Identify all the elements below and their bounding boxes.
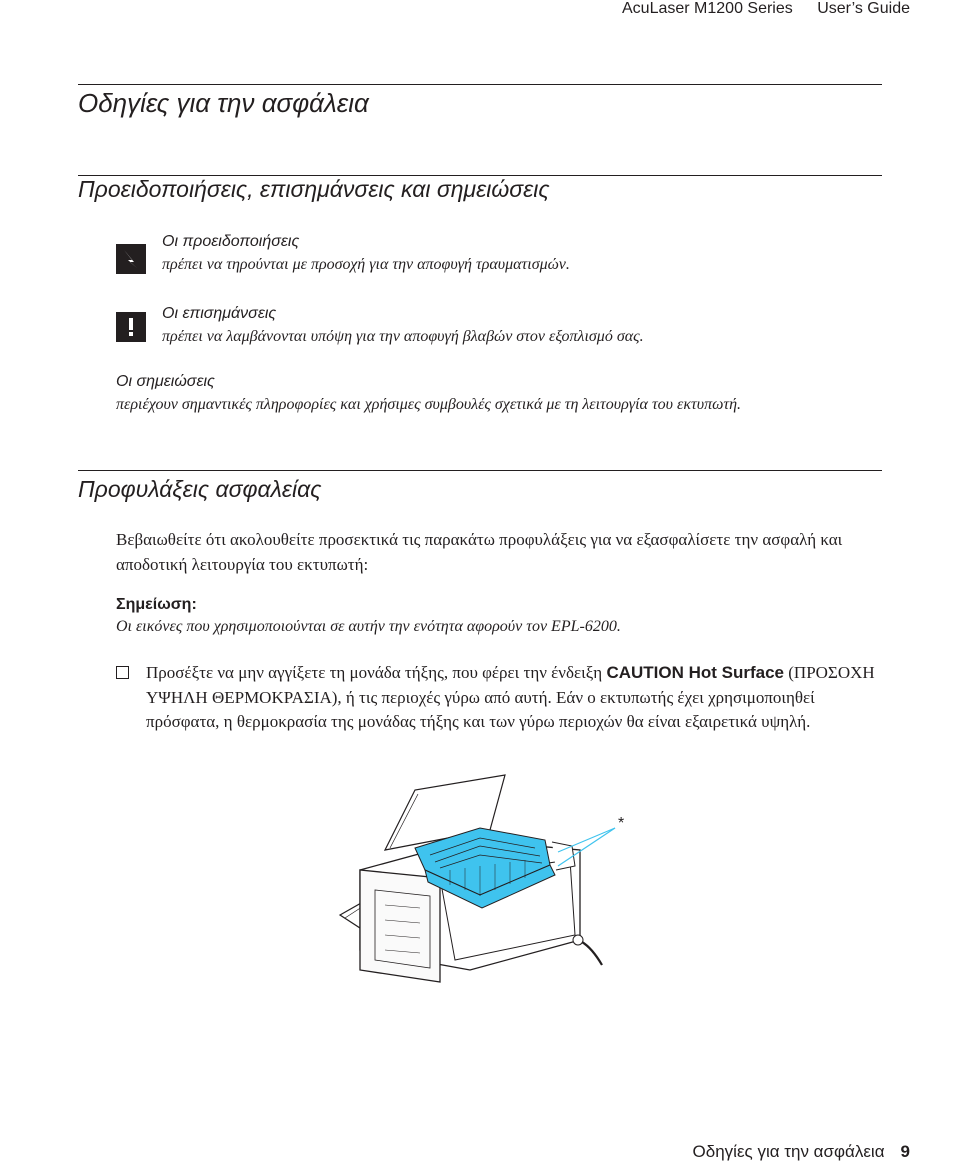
caution-title: Οι επισημάνσεις [162, 305, 277, 322]
section-title-notices: Προειδοποιήσεις, επισημάνσεις και σημειώσεις [78, 176, 550, 202]
note-title: Οι σημειώσεις [116, 373, 215, 390]
caution-hot-surface-label: CAUTION Hot Surface [606, 663, 785, 682]
bullet-text-start: Προσέξτε να μην αγγίξετε τη μονάδα τήξης, που φέρει την ένδειξη [146, 663, 607, 682]
figure-callout-asterisk: * [618, 815, 625, 832]
warning-icon [116, 244, 146, 274]
divider [78, 470, 882, 471]
bullet-text-end: (ΠΡΟΣΟΧΗ ΥΨΗΛΗ ΘΕΡΜΟΚΡΑΣΙΑ), ή τις περιοχές γύρω από αυτή. Εάν ο εκτυπωτής έχει χρησιμοποιηθεί πρόσφατα, η θερμοκρασία της μονάδας τήξης και των γύρω περιοχών θα είναι εξαιρετικά υψηλή. [146, 663, 875, 731]
intro-paragraph: Βεβαιωθείτε ότι ακολουθείτε προσεκτικά τις παρακάτω προφυλάξεις για να εξασφαλίσετε την ασφαλή και αποδοτική λειτουργία του εκτυπωτή: [116, 530, 843, 574]
divider [78, 84, 882, 85]
page-title: Οδηγίες για την ασφάλεια [78, 88, 369, 118]
caution-text: πρέπει να λαμβάνονται υπόψη για την αποφυγή βλαβών στον εξοπλισμό σας. [162, 328, 644, 345]
page-header [602, 0, 910, 18]
printer-illustration [330, 770, 640, 1000]
header-product: AcuLaser M1200 Series [622, 0, 793, 17]
page-footer [693, 1142, 910, 1162]
warning-title: Οι προειδοποιήσεις [162, 233, 300, 250]
caution-icon [116, 312, 146, 342]
footer-section: Οδηγίες για την ασφάλεια [692, 1142, 885, 1161]
section-title-precautions: Προφυλάξεις ασφαλείας [78, 476, 322, 502]
note-body: Οι εικόνες που χρησιμοποιούνται σε αυτήν την ενότητα αφορούν τον EPL-6200. [116, 618, 621, 635]
printer-figure [330, 770, 640, 1000]
note-label: Σημείωση: [116, 596, 197, 613]
bullet-item [146, 661, 886, 735]
header-guide: User’s Guide [817, 0, 910, 17]
note-text: περιέχουν σημαντικές πληροφορίες και χρήσιμες συμβουλές σχετικά με τη λειτουργία του εκτυπωτή. [116, 396, 742, 413]
page-number: 9 [900, 1142, 910, 1161]
warning-text: πρέπει να τηρούνται με προσοχή για την αποφυγή τραυματισμών. [162, 256, 570, 273]
checkbox-bullet-icon [116, 666, 129, 679]
